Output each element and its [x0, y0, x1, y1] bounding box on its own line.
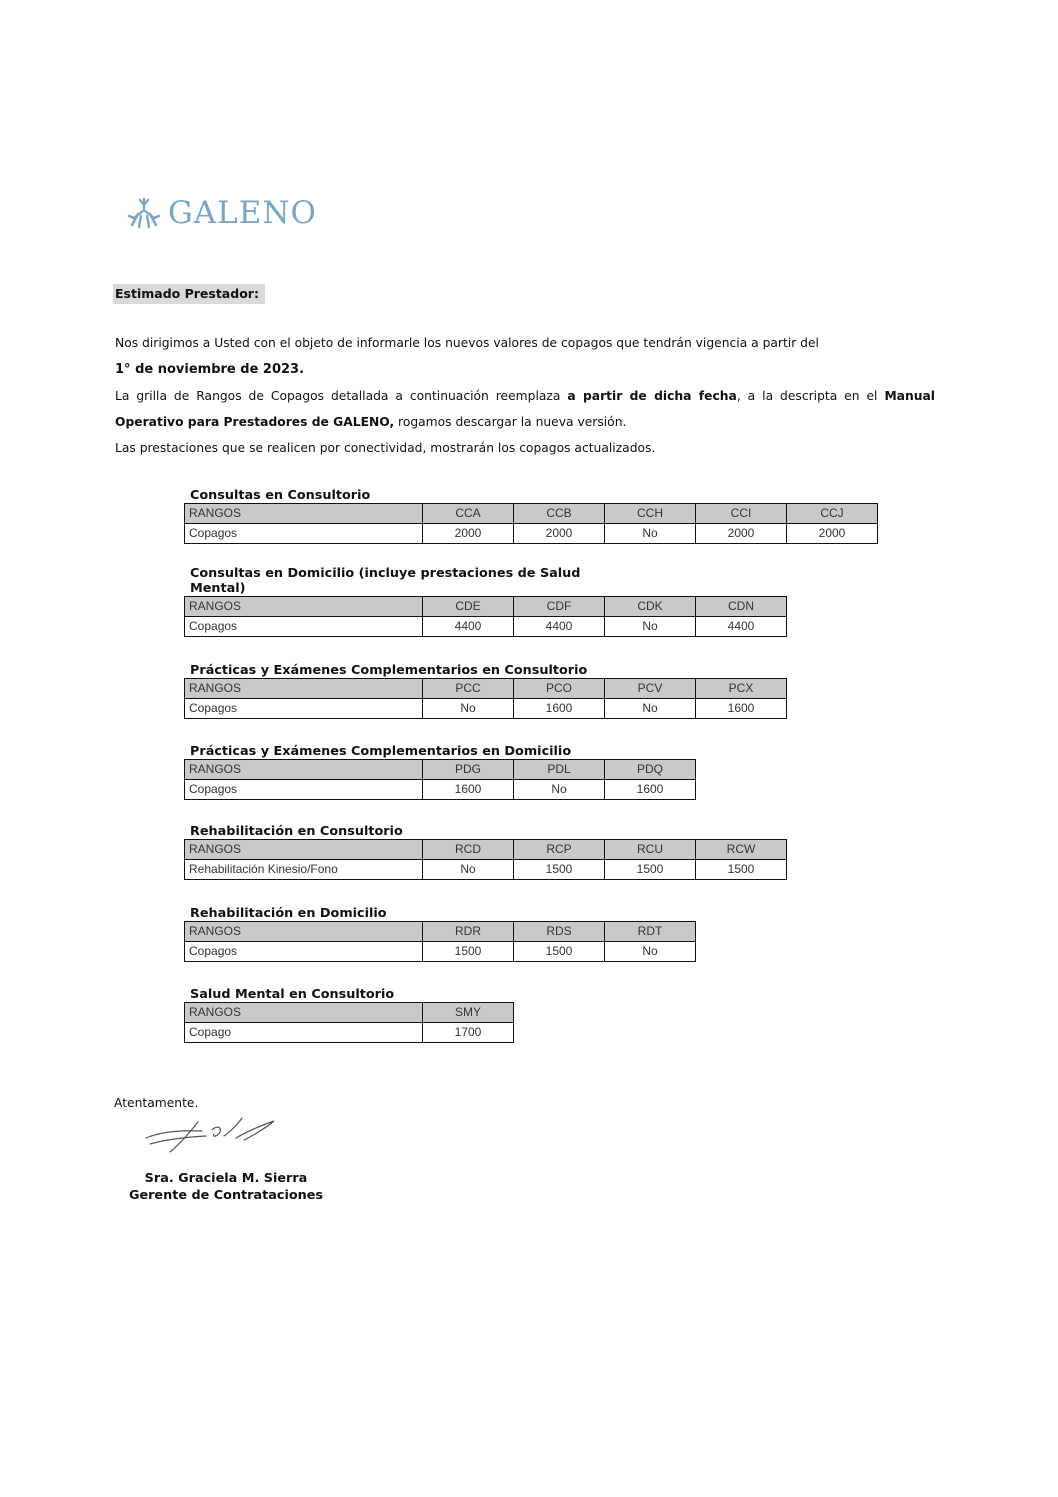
value-cell: No	[605, 617, 696, 637]
copagos-table	[184, 1002, 514, 1043]
code-cell: PDL	[514, 760, 605, 780]
value-cell: 1500	[605, 860, 696, 880]
code-cell: CDE	[423, 597, 514, 617]
value-cell: 4400	[696, 617, 787, 637]
section-title: Consultas en Domicilio (incluye prestaciones de Salud Mental)	[190, 566, 581, 596]
section-title: Rehabilitación en Consultorio	[190, 824, 403, 839]
value-cell: No	[605, 699, 696, 719]
value-cell: 1500	[514, 942, 605, 962]
value-cell: 1700	[423, 1023, 514, 1043]
section-consultas-domicilio	[184, 566, 787, 637]
value-cell: No	[423, 699, 514, 719]
signature	[140, 1112, 280, 1166]
value-cell: No	[514, 780, 605, 800]
code-cell: PCO	[514, 679, 605, 699]
table-header-row	[185, 679, 787, 699]
copagos-table	[184, 839, 787, 880]
code-cell: RDT	[605, 922, 696, 942]
body-text	[115, 330, 935, 461]
header-label: RANGOS	[185, 597, 423, 617]
table-row	[185, 942, 696, 962]
value-cell: 2000	[787, 524, 878, 544]
row-label: Copagos	[185, 524, 423, 544]
code-cell: RCU	[605, 840, 696, 860]
table-row	[185, 617, 787, 637]
code-cell: PCV	[605, 679, 696, 699]
manual-line: Operativo para Prestadores de GALENO, rogamos descargar la nueva versión.	[115, 415, 627, 429]
value-cell: 4400	[423, 617, 514, 637]
galeno-emblem-icon	[126, 196, 162, 230]
code-cell: RDS	[514, 922, 605, 942]
code-cell: PDQ	[605, 760, 696, 780]
code-cell: CCA	[423, 504, 514, 524]
copagos-table	[184, 596, 787, 637]
row-label: Copago	[185, 1023, 423, 1043]
section-title: Prácticas y Exámenes Complementarios en Consultorio	[190, 663, 588, 678]
row-label: Copagos	[185, 699, 423, 719]
code-cell: CDF	[514, 597, 605, 617]
code-cell: RDR	[423, 922, 514, 942]
row-label: Copagos	[185, 617, 423, 637]
section-title: Consultas en Consultorio	[190, 488, 371, 503]
value-cell: 1500	[514, 860, 605, 880]
header-label: RANGOS	[185, 679, 423, 699]
code-cell: PDG	[423, 760, 514, 780]
value-cell: 1500	[696, 860, 787, 880]
table-row	[185, 699, 787, 719]
copagos-table	[184, 503, 878, 544]
table-header-row	[185, 1003, 514, 1023]
value-cell: 4400	[514, 617, 605, 637]
section-rehabilitacion-consultorio	[184, 824, 787, 880]
header-label: RANGOS	[185, 1003, 423, 1023]
code-cell: CDK	[605, 597, 696, 617]
table-header-row	[185, 840, 787, 860]
value-cell: 1600	[605, 780, 696, 800]
signer-block	[128, 1170, 324, 1204]
table-row	[185, 1023, 514, 1043]
table-header-row	[185, 504, 878, 524]
header-label: RANGOS	[185, 760, 423, 780]
value-cell: 1600	[423, 780, 514, 800]
value-cell: No	[423, 860, 514, 880]
copagos-table	[184, 678, 787, 719]
section-rehabilitacion-domicilio	[184, 906, 696, 962]
table-row	[185, 860, 787, 880]
copagos-table	[184, 759, 696, 800]
signer-name: Sra. Graciela M. Sierra	[144, 1171, 308, 1186]
table-header-row	[185, 597, 787, 617]
replacement-line: La grilla de Rangos de Copagos detallada a continuación reemplaza a partir de dicha fecha, a la descripta en el Manual	[115, 389, 935, 403]
code-cell: RCW	[696, 840, 787, 860]
value-cell: 2000	[423, 524, 514, 544]
value-cell: 1600	[514, 699, 605, 719]
signature-icon	[140, 1112, 280, 1162]
section-title: Rehabilitación en Domicilio	[190, 906, 387, 921]
value-cell: 2000	[696, 524, 787, 544]
header-label: RANGOS	[185, 840, 423, 860]
code-cell: CCH	[605, 504, 696, 524]
greeting: Estimado Prestador:	[113, 284, 265, 304]
row-label: Rehabilitación Kinesio/Fono	[185, 860, 423, 880]
signer-role: Gerente de Contrataciones	[128, 1188, 324, 1203]
section-practicas-consultorio	[184, 663, 787, 719]
section-salud-mental	[184, 987, 610, 1043]
closing: Atentamente.	[114, 1096, 199, 1110]
table-header-row	[185, 760, 696, 780]
code-cell: RCP	[514, 840, 605, 860]
header-label: RANGOS	[185, 504, 423, 524]
value-cell: No	[605, 524, 696, 544]
section-practicas-domicilio	[184, 744, 696, 800]
code-cell: PCC	[423, 679, 514, 699]
table-header-row	[185, 922, 696, 942]
table-row	[185, 524, 878, 544]
header-label: RANGOS	[185, 922, 423, 942]
row-label: Copagos	[185, 780, 423, 800]
code-cell: RCD	[423, 840, 514, 860]
connectivity-line: Las prestaciones que se realicen por conectividad, mostrarán los copagos actualizados.	[115, 441, 656, 455]
value-cell: 2000	[514, 524, 605, 544]
code-cell: CCB	[514, 504, 605, 524]
section-title: Prácticas y Exámenes Complementarios en Domicilio	[190, 744, 572, 759]
galeno-logo	[126, 196, 317, 230]
code-cell: SMY	[423, 1003, 514, 1023]
value-cell: 1600	[696, 699, 787, 719]
intro-line: Nos dirigimos a Usted con el objeto de informarle los nuevos valores de copagos que tendrán vigencia a partir del	[115, 336, 819, 350]
code-cell: CDN	[696, 597, 787, 617]
value-cell: No	[605, 942, 696, 962]
code-cell: PCX	[696, 679, 787, 699]
copagos-table	[184, 921, 696, 962]
logo-text: GALENO	[168, 194, 317, 231]
section-title: Salud Mental en Consultorio	[190, 987, 395, 1002]
value-cell: 1500	[423, 942, 514, 962]
section-consultas-consultorio	[184, 488, 878, 544]
effective-date: 1° de noviembre de 2023.	[115, 362, 305, 377]
row-label: Copagos	[185, 942, 423, 962]
code-cell: CCI	[696, 504, 787, 524]
table-row	[185, 780, 696, 800]
code-cell: CCJ	[787, 504, 878, 524]
